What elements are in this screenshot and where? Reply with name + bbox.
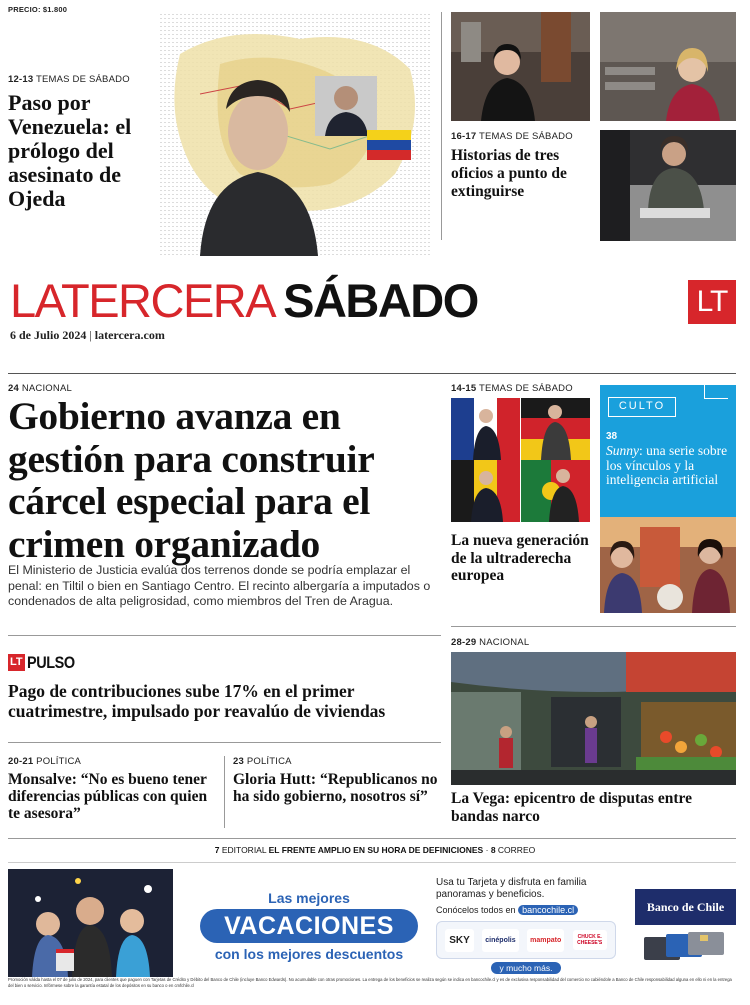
- kicker-section: TEMAS DE SÁBADO: [478, 383, 573, 394]
- main-headline[interactable]: Gobierno avanza en gestión para construir cárcel especial para el crimen organizado: [8, 394, 374, 566]
- kicker-section: POLÍTICA: [246, 756, 292, 767]
- pulso-logo[interactable]: [8, 654, 83, 672]
- pulso-lt-badge: LT: [8, 654, 25, 671]
- ad-family-photo: [8, 869, 173, 977]
- kicker-section: NACIONAL: [479, 637, 530, 648]
- culto-title-italic: Sunny: [606, 443, 639, 458]
- editorial-bar[interactable]: [0, 845, 750, 855]
- kicker-pages: 23: [233, 756, 244, 767]
- kicker-pages: 24: [8, 383, 19, 394]
- section-rule: [8, 635, 441, 636]
- ad-promo-title: Usa tu Tarjeta y disfruta en familia panoramas y beneficios.: [436, 877, 587, 900]
- europe-kicker: [451, 383, 573, 394]
- ad-headline-block: [190, 889, 428, 963]
- masthead: [10, 274, 478, 330]
- correo-label: CORREO: [497, 845, 536, 855]
- vega-kicker: [451, 637, 529, 648]
- masthead-dateline: [10, 328, 165, 343]
- kicker-pages: 12-13: [8, 74, 34, 85]
- editorial-label: EDITORIAL: [221, 845, 267, 855]
- edition-date: 6 de Julio 2024: [10, 328, 87, 342]
- vega-headline[interactable]: La Vega: epicentro de disputas entre bandas narco: [451, 790, 692, 825]
- ad-fine-print: Promoción válida hasta el 07 de julio de 2024, para clientes que paguen con Tarjetas de Crédito y Débito del Banco de Chile (incluye Banco Edwards). No acumulable con otras promociones. La entrega de los beneficios se realiza según se indica en bancochile.cl y es de exclusiva responsabilidad del comercio no cabiéndole a Banco de Chile responsabilidad alguna en ello ni en la entrega del bien o servicio. Infórmese sobre la garantía estatal de los depósitos en su banco o en cmfchile.cl: [8, 977, 732, 988]
- editorial-title: EL FRENTE AMPLIO EN SU HORA DE DEFINICIONES: [268, 845, 484, 855]
- main-deck: El Ministerio de Justicia evalúa dos terrenos donde se podría emplazar el penal: en Tiltil o bien en Santiago Centro. El recinto albergaría a imputados o condenados de alta peligrosidad, como miembros del Tren de Aragua.: [8, 563, 431, 608]
- ad-know-line: [436, 905, 616, 915]
- masthead-rule: [8, 373, 736, 374]
- ad-more: y mucho más.: [491, 962, 561, 974]
- editorial-rule-top: [8, 838, 736, 839]
- ad-promo-block: [436, 877, 616, 974]
- politics-right-headline[interactable]: Gloria Hutt: “Republicanos no ha sido gobierno, nosotros sí”: [233, 771, 438, 805]
- ad-brand-chuck: CHUCK E. CHEESE'S: [573, 930, 607, 950]
- top-left-headline[interactable]: Paso por Venezuela: el prólogo del asesinato de Ojeda: [8, 90, 132, 211]
- ad-brand-mampato: mampato: [527, 929, 564, 952]
- la-vega-market-photo[interactable]: [451, 652, 736, 785]
- top-right-headline[interactable]: Historias de tres oficios a punto de extinguirse: [451, 147, 567, 200]
- culto-page: 38: [606, 431, 618, 442]
- pulso-wordmark: PULSO: [26, 653, 75, 672]
- site-link[interactable]: latercera.com: [94, 328, 165, 342]
- editorial-rule-bottom: [8, 862, 736, 863]
- ad-brand-cinepolis: cinépolis: [482, 929, 518, 952]
- kicker-pages: 20-21: [8, 756, 34, 767]
- ad-line1: Las mejores: [268, 890, 350, 906]
- ad-line2: VACACIONES: [200, 909, 418, 943]
- politics-left-kicker: [8, 756, 81, 767]
- top-left-kicker: [8, 74, 130, 85]
- section-rule: [451, 626, 736, 627]
- politics-left-headline[interactable]: Monsalve: “No es bueno tener diferencias públicas con quien te asesora”: [8, 771, 208, 822]
- main-kicker: [8, 383, 72, 394]
- ad-brand-sky: SKY: [445, 929, 474, 952]
- kicker-section: TEMAS DE SÁBADO: [478, 131, 573, 142]
- pulso-headline[interactable]: Pago de contribuciones sube 17% en el primer cuatrimestre, impulsado por reavalúo de viviendas: [8, 681, 386, 721]
- culto-photo[interactable]: [600, 517, 736, 613]
- kicker-section: TEMAS DE SÁBADO: [35, 74, 130, 85]
- kicker-pages: 14-15: [451, 383, 477, 394]
- top-right-kicker: [451, 131, 573, 142]
- ad-know-text: Conócelos todos en: [436, 905, 516, 915]
- politics-right-kicker: [233, 756, 292, 767]
- culto-corner-mark: [704, 385, 728, 399]
- europe-headline[interactable]: La nueva generación de la ultraderecha europea: [451, 532, 589, 584]
- editorial-page: 7: [214, 845, 220, 855]
- ad-line3: con los mejores descuentos: [214, 946, 404, 962]
- workshop-photo-2[interactable]: [600, 12, 736, 121]
- kicker-section: POLÍTICA: [36, 756, 82, 767]
- europe-flags-collage[interactable]: [451, 398, 590, 522]
- banco-chile-ad[interactable]: [8, 869, 736, 995]
- column-divider: [224, 756, 225, 828]
- culto-box[interactable]: [600, 385, 736, 517]
- bank-cards-icon: [644, 931, 734, 961]
- column-divider: [441, 12, 442, 240]
- ad-url[interactable]: bancochile.cl: [518, 905, 578, 915]
- culto-label: CULTO: [608, 397, 676, 417]
- venezuela-illustration[interactable]: [160, 14, 432, 256]
- kicker-pages: 28-29: [451, 637, 477, 648]
- bank-logo[interactable]: Banco de Chile: [635, 889, 736, 925]
- kicker-pages: 16-17: [451, 131, 477, 142]
- dateline-separator: |: [89, 328, 92, 342]
- culto-title-rest: : una serie sobre los vínculos y la inteligencia artificial: [606, 443, 728, 487]
- edition-name: SÁBADO: [283, 274, 478, 327]
- brand-name[interactable]: LATERCERA: [10, 274, 276, 327]
- section-rule: [8, 742, 441, 743]
- kicker-section: NACIONAL: [21, 383, 72, 394]
- workshop-photo-3[interactable]: [600, 130, 736, 241]
- correo-page: 8: [490, 845, 496, 855]
- ad-brand-row: [436, 921, 616, 959]
- lt-logo[interactable]: LT: [688, 280, 736, 324]
- price-label: PRECIO: $1.800: [8, 5, 68, 14]
- workshop-photo-1[interactable]: [451, 12, 590, 121]
- culto-headline: [606, 444, 732, 488]
- editorial-separator: ·: [485, 845, 489, 855]
